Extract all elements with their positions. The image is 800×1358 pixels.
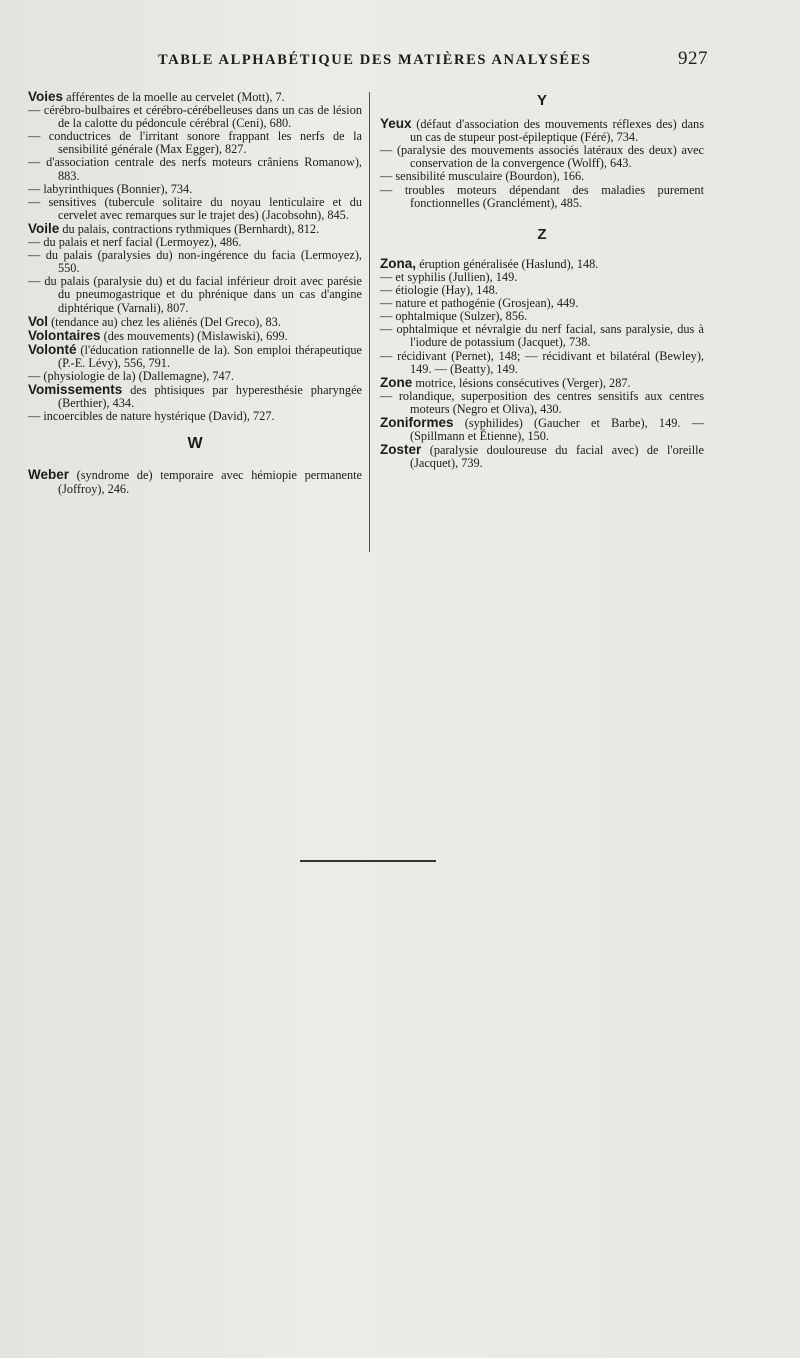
entry-headword: Yeux bbox=[380, 116, 412, 132]
entry-headword: — bbox=[380, 143, 393, 158]
running-header bbox=[28, 48, 708, 72]
section-letter-z: Z bbox=[537, 225, 547, 243]
entry-headword: — bbox=[28, 235, 41, 250]
entry-headword: — bbox=[28, 248, 41, 263]
entry-headword: — bbox=[28, 103, 41, 118]
entry-headword: Zona, bbox=[380, 255, 416, 271]
entry-text: (tendance au) chez les aliénés (Del Greco), 83. bbox=[48, 314, 281, 329]
entry-headword: Zone bbox=[380, 374, 413, 390]
entry-headword: — bbox=[28, 409, 41, 424]
index-entry bbox=[380, 443, 704, 470]
entry-headword: Volonté bbox=[28, 341, 77, 357]
entry-headword: Zoniformes bbox=[380, 414, 454, 430]
index-entry bbox=[28, 222, 362, 236]
entry-text: (des mouvements) (Mislawiski), 699. bbox=[100, 328, 288, 343]
entry-text: (syphilides) (Gaucher et Barbe), 149. — (Spillmann et Étienne), 150. bbox=[410, 415, 704, 444]
entry-text: troubles moteurs dépendant des maladies purement fonctionnelles (Granclément), 485. bbox=[392, 182, 704, 210]
entry-text: étiologie (Hay), 148. bbox=[392, 283, 498, 298]
entry-text: (physiologie de la) (Dallemagne), 747. bbox=[40, 368, 234, 383]
entry-text: du palais (paralysies du) non-ingérence du facia (Lermoyez), 550. bbox=[40, 248, 362, 276]
entry-headword: — bbox=[28, 181, 41, 196]
right-column bbox=[380, 90, 704, 470]
entry-text: ophtalmique (Sulzer), 856. bbox=[392, 309, 528, 324]
entry-headword: — bbox=[28, 368, 41, 383]
entry-text: cérébro-bulbaires et cérébro-cérébelleuses dans un cas de lésion de la calotte du pédoncule cérébral (Ceni), 680. bbox=[40, 103, 362, 131]
entry-headword: — bbox=[28, 129, 41, 144]
entry-text: (syndrome de) temporaire avec hémiopie permanente (Joffroy), 246. bbox=[58, 468, 362, 496]
index-entry bbox=[28, 315, 362, 329]
index-entry bbox=[380, 390, 704, 416]
entry-headword: Voile bbox=[28, 220, 60, 236]
entry-headword: — bbox=[380, 283, 393, 298]
index-entry bbox=[28, 104, 362, 130]
entry-text: ophtalmique et névralgie du nerf facial, sans paralysie, dus à l'iodure de potassium (Jacquet), 738. bbox=[392, 322, 704, 350]
page-number: 927 bbox=[678, 48, 708, 69]
entry-headword: Zoster bbox=[380, 442, 422, 458]
page-title: TABLE ALPHABÉTIQUE DES MATIÈRES ANALYSÉES bbox=[158, 52, 592, 68]
entry-headword: — bbox=[28, 194, 41, 209]
entry-headword: Volontaires bbox=[28, 327, 101, 343]
z-entries bbox=[380, 257, 704, 471]
entry-headword: — bbox=[28, 155, 41, 170]
entry-text: (défaut d'association des mouvements réflexes des) dans un cas de stupeur post-épileptique (Féré), 734. bbox=[410, 117, 704, 145]
entry-headword: — bbox=[380, 309, 393, 324]
index-entry bbox=[28, 383, 362, 410]
entry-text: sensitives (tubercule solitaire du noyau lenticulaire et du cervelet avec remarques sur le trajet des) (Jacobsohn), 845. bbox=[40, 194, 362, 222]
index-entry bbox=[28, 410, 362, 423]
v-entries bbox=[28, 90, 362, 423]
entry-headword: Weber bbox=[28, 467, 70, 483]
end-rule bbox=[300, 860, 436, 862]
entry-text: éruption généralisée (Haslund), 148. bbox=[416, 256, 599, 271]
entry-headword: — bbox=[28, 274, 41, 289]
entry-text: du palais, contractions rythmiques (Bernhardt), 812. bbox=[59, 221, 320, 236]
entry-headword: — bbox=[380, 169, 393, 184]
index-entry bbox=[28, 249, 362, 275]
w-entries bbox=[28, 468, 362, 495]
index-entry bbox=[28, 343, 362, 370]
entry-headword: — bbox=[380, 388, 393, 403]
entry-headword: — bbox=[380, 296, 393, 311]
entry-text: du palais et nerf facial (Lermoyez), 486. bbox=[40, 235, 242, 250]
entry-text: (l'éducation rationnelle de la). Son emploi thérapeutique (P.-E. Lévy), 556, 791. bbox=[58, 342, 362, 370]
index-entry bbox=[28, 329, 362, 343]
index-entry bbox=[380, 416, 704, 443]
y-entries bbox=[380, 117, 704, 210]
entry-text: des phtisiques par hyperesthésie pharyngée (Berthier), 434. bbox=[58, 383, 362, 411]
left-column bbox=[28, 90, 362, 496]
entry-text: et syphilis (Jullien), 149. bbox=[392, 269, 518, 284]
entry-text: nature et pathogénie (Grosjean), 449. bbox=[392, 296, 579, 311]
entry-text: (paralysie des mouvements associés latéraux des deux) avec conservation de la convergence (Wolff), 643. bbox=[392, 143, 704, 171]
index-entry bbox=[380, 184, 704, 210]
entry-text: labyrinthiques (Bonnier), 734. bbox=[40, 181, 193, 196]
section-letter-y: Y bbox=[536, 92, 547, 109]
column-divider bbox=[369, 92, 370, 552]
index-entry bbox=[380, 323, 704, 349]
entry-text: récidivant (Pernet), 148; — récidivant et bilatéral (Bewley), 149. — (Beatty), 149. bbox=[392, 348, 704, 376]
entry-headword: — bbox=[380, 182, 393, 197]
index-entry bbox=[28, 156, 362, 182]
entry-headword: — bbox=[380, 348, 393, 363]
index-entry bbox=[28, 275, 362, 314]
index-entry bbox=[380, 376, 704, 390]
entry-text: d'association centrale des nerfs moteurs crâniens Romanow), 883. bbox=[40, 155, 362, 183]
entry-text: sensibilité musculaire (Bourdon), 166. bbox=[392, 169, 585, 184]
index-entry bbox=[28, 90, 362, 104]
entry-text: motrice, lésions consécutives (Verger), 287. bbox=[412, 375, 631, 390]
section-letter-w: W bbox=[187, 435, 203, 453]
entry-text: (paralysie douloureuse du facial avec) de l'oreille (Jacquet), 739. bbox=[410, 443, 704, 471]
index-entry bbox=[380, 144, 704, 170]
entry-headword: — bbox=[380, 322, 393, 337]
entry-text: incoercibles de nature hystérique (David), 727. bbox=[40, 409, 275, 424]
entry-headword: Voies bbox=[28, 89, 64, 104]
index-entry bbox=[380, 117, 704, 144]
entry-headword: Vomissements bbox=[28, 382, 123, 398]
entry-headword: Vol bbox=[28, 313, 48, 329]
entry-text: afférentes de la moelle au cervelet (Mott), 7. bbox=[63, 90, 285, 104]
entry-text: du palais (paralysie du) et du facial inférieur droit avec parésie du pneumogastrique et du phrénique dans un cas d'angine diphtérique (Varnali), 807. bbox=[40, 274, 362, 315]
index-entry bbox=[28, 130, 362, 156]
index-entry bbox=[28, 468, 362, 495]
entry-text: conductrices de l'irritant sonore frappant les nerfs de la sensibilité générale (Max Egger), 827. bbox=[40, 129, 362, 157]
index-entry bbox=[380, 350, 704, 376]
index-entry bbox=[28, 196, 362, 222]
entry-text: rolandique, superposition des centres sensitifs aux centres moteurs (Negro et Oliva), 430. bbox=[392, 388, 704, 416]
entry-headword: — bbox=[380, 269, 393, 284]
index-entry bbox=[380, 257, 704, 271]
